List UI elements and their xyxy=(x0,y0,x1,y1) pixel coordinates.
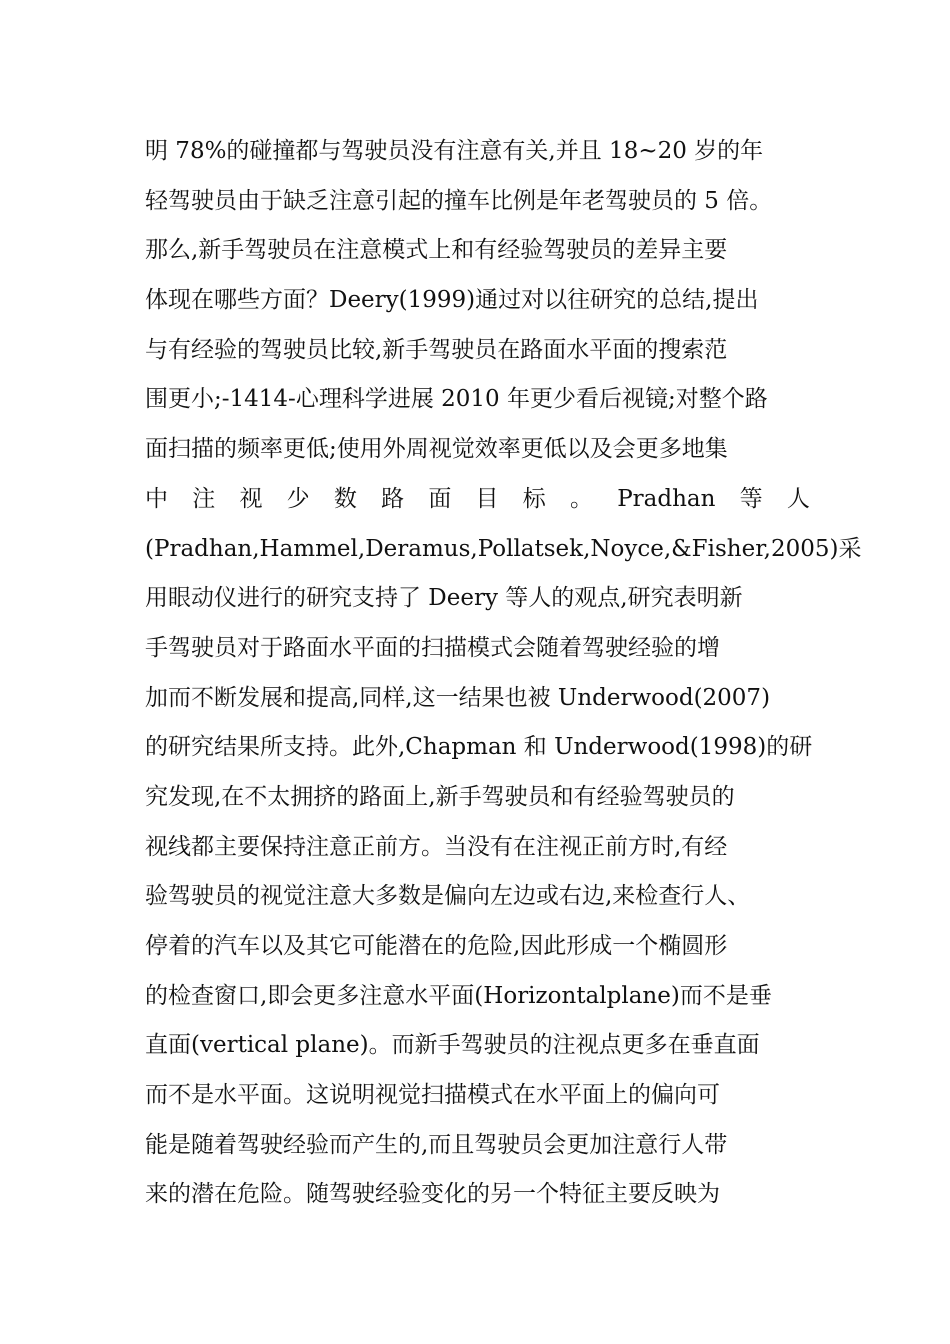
text-token: 。 xyxy=(569,485,593,512)
text-token: 人 xyxy=(786,485,810,512)
body-text xyxy=(145,127,862,1220)
text-token: 路 xyxy=(381,485,405,512)
text-token: 少 xyxy=(286,485,310,512)
text-token: 标 xyxy=(522,485,546,512)
text-line: 那么,新手驾驶员在注意模式上和有经验驾驶员的差异主要 xyxy=(145,237,728,264)
text-token: 视 xyxy=(239,485,263,512)
text-token: 采 xyxy=(838,535,862,562)
text-line: 究发现,在不太拥挤的路面上,新手驾驶员和有经验驾驶员的 xyxy=(145,783,735,810)
text-token: 目 xyxy=(475,485,499,512)
text-line: 而不是水平面。这说明视觉扫描模式在水平面上的偏向可 xyxy=(145,1082,720,1109)
text-line: 面扫描的频率更低;使用外周视觉效率更低以及会更多地集 xyxy=(145,436,728,463)
text-line: 直面(vertical plane)。而新手驾驶员的注视点更多在垂直面 xyxy=(145,1032,760,1059)
text-token: 注 xyxy=(192,485,216,512)
text-line: 围更小;-1414-心理科学进展 2010 年更少看后视镜;对整个路 xyxy=(145,386,768,413)
text-token: Pradhan xyxy=(617,485,716,512)
text-token: 等 xyxy=(739,485,763,512)
text-line: 视线都主要保持注意正前方。当没有在注视正前方时,有经 xyxy=(145,833,728,860)
text-line: 加而不断发展和提高,同样,这一结果也被 Underwood(2007) xyxy=(145,684,771,711)
text-line: 的检查窗口,即会更多注意水平面(Horizontalplane)而不是垂 xyxy=(145,982,772,1009)
text-line: 明 78%的碰撞都与驾驶员没有注意有关,并且 18~20 岁的年 xyxy=(145,138,764,164)
text-line: 与有经验的驾驶员比较,新手驾驶员在路面水平面的搜索范 xyxy=(145,336,728,363)
text-line: 轻驾驶员由于缺乏注意引起的撞车比例是年老驾驶员的 5 倍。 xyxy=(145,187,773,214)
text-token: 数 xyxy=(333,485,357,512)
text-line: 手驾驶员对于路面水平面的扫描模式会随着驾驶经验的增 xyxy=(145,634,720,661)
text-line: 验驾驶员的视觉注意大多数是偏向左边或右边,来检查行人、 xyxy=(145,883,751,910)
text-line: 用眼动仪进行的研究支持了 Deery 等人的观点,研究表明新 xyxy=(145,585,743,612)
text-line-justified xyxy=(145,525,862,575)
text-line: 来的潜在危险。随驾驶经验变化的另一个特征主要反映为 xyxy=(145,1181,720,1208)
text-token: (Pradhan,Hammel,Deramus,Pollatsek,Noyce,&Fisher,2005) xyxy=(145,535,839,562)
text-line: 能是随着驾驶经验而产生的,而且驾驶员会更加注意行人带 xyxy=(145,1131,728,1158)
text-line: 的研究结果所支持。此外,Chapman 和 Underwood(1998)的研 xyxy=(145,734,813,761)
text-token: 面 xyxy=(428,485,452,512)
text-line: 停着的汽车以及其它可能潜在的危险,因此形成一个椭圆形 xyxy=(145,933,728,959)
text-line-justified xyxy=(145,475,810,525)
text-token: 中 xyxy=(145,485,168,512)
text-line: 体现在哪些方面？Deery(1999)通过对以往研究的总结,提出 xyxy=(145,287,759,314)
